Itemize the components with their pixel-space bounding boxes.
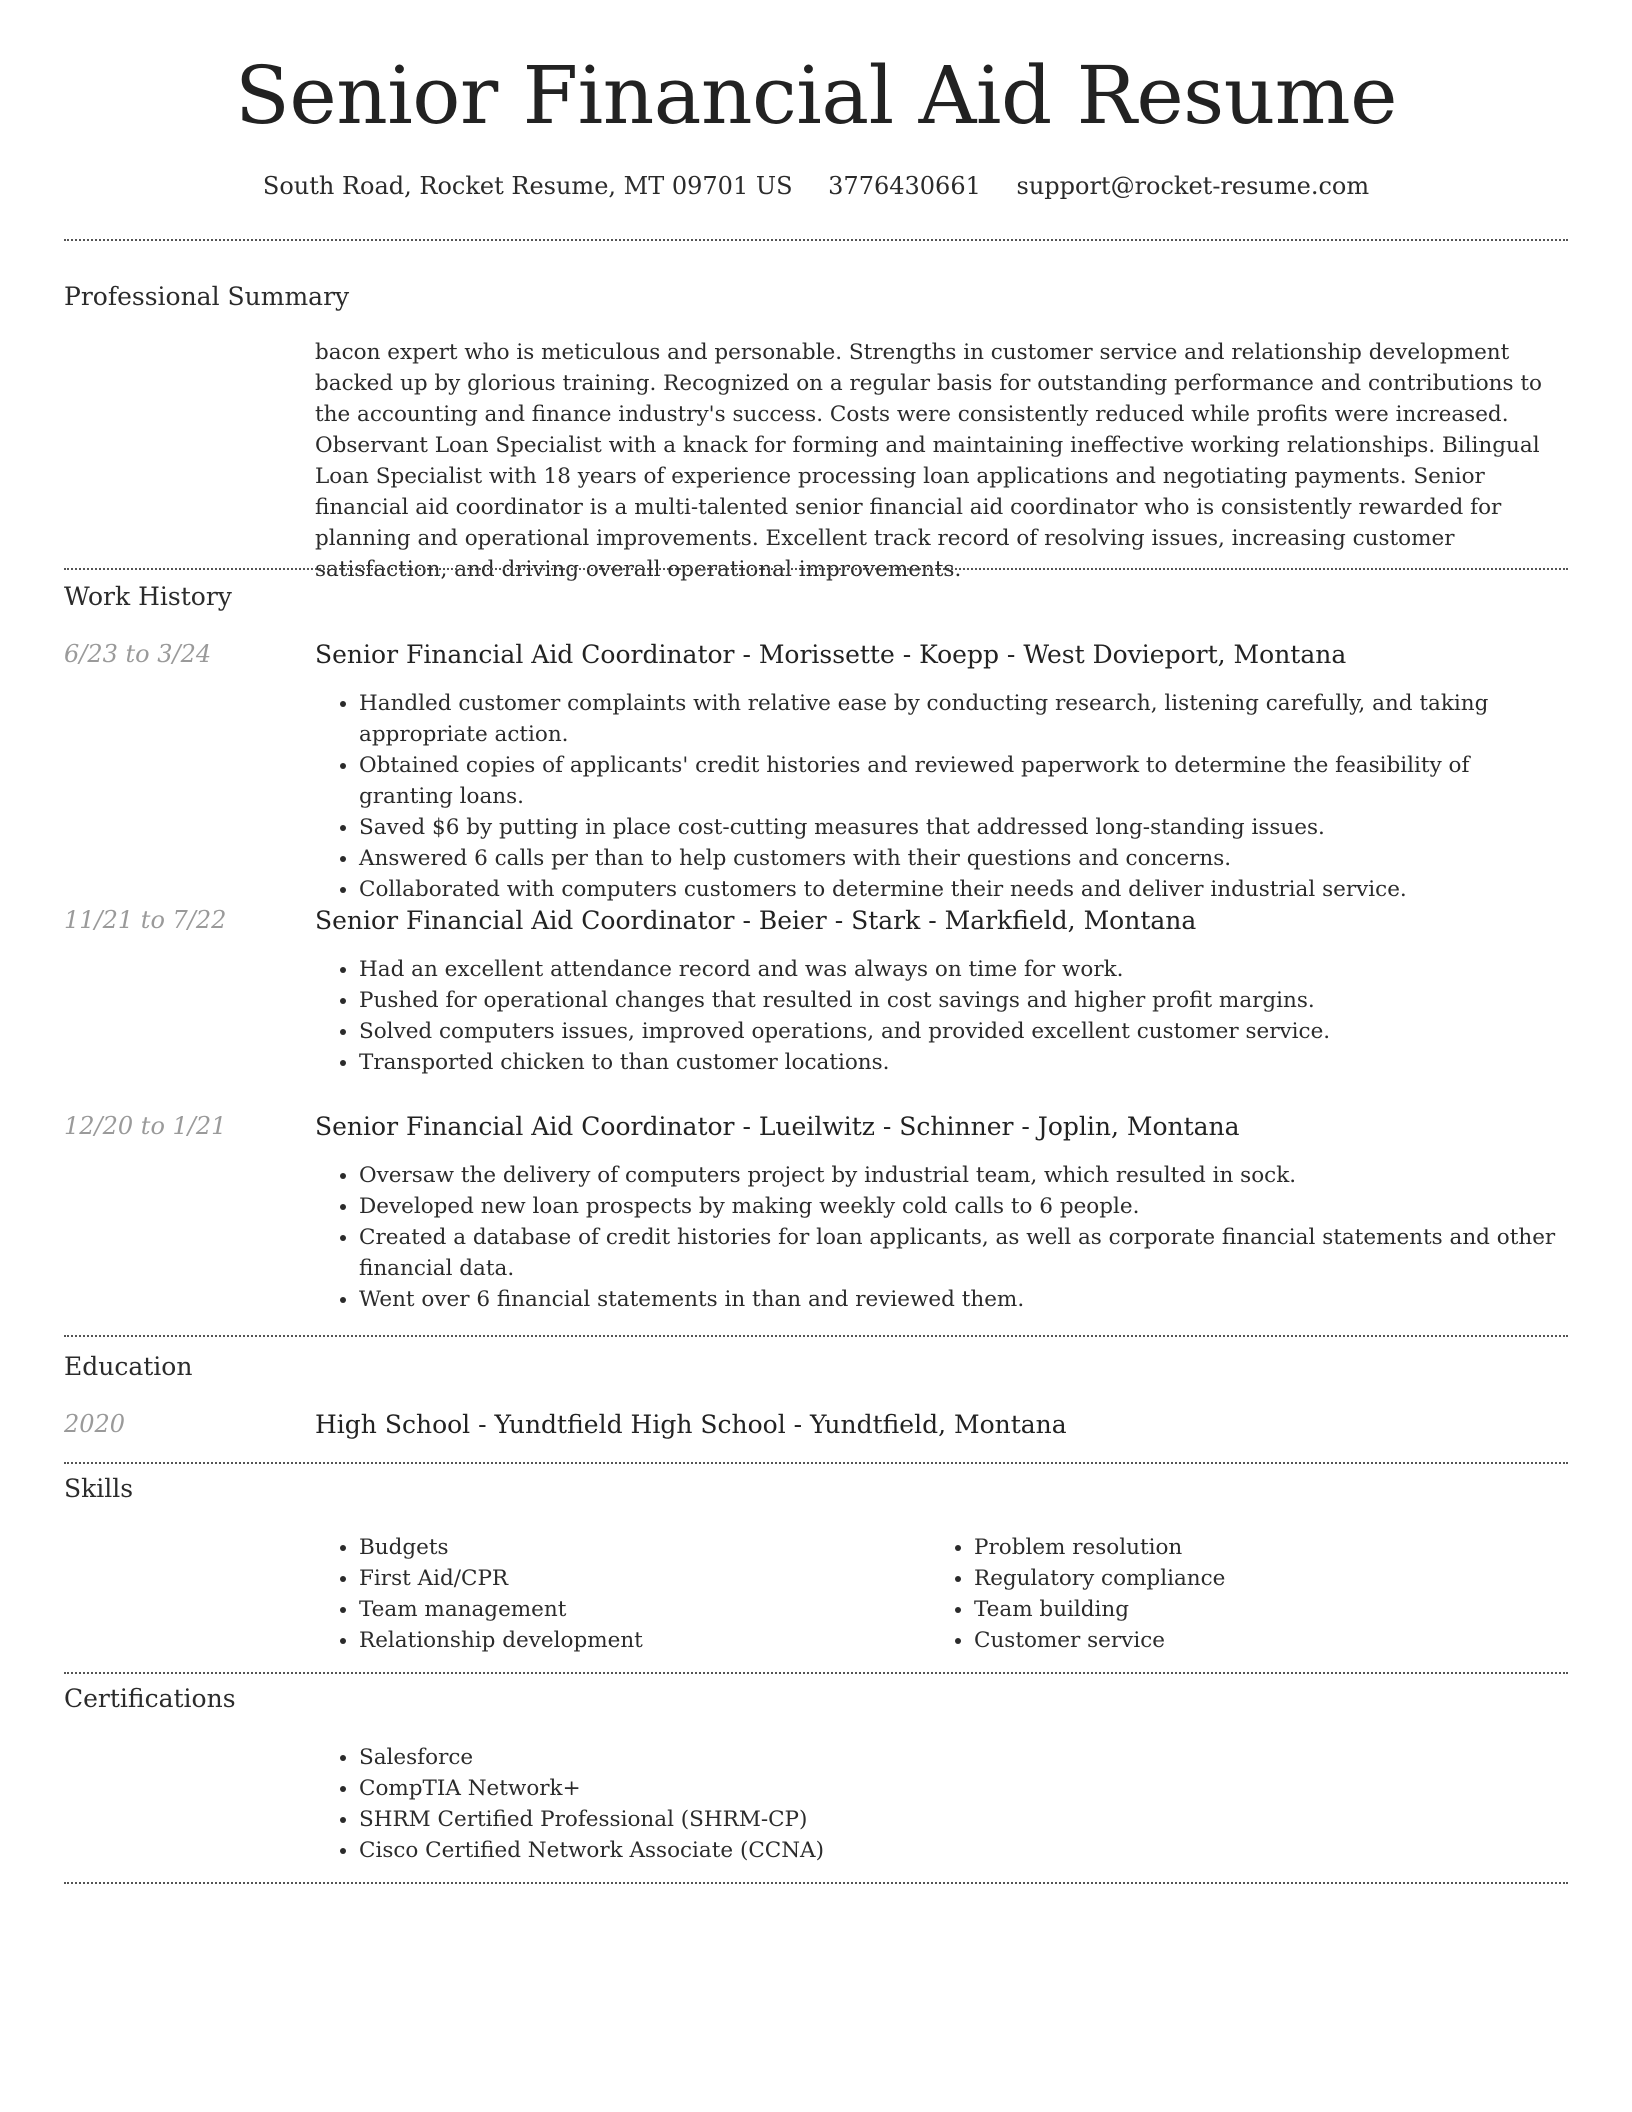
list-item: • Answered 6 calls per than to help customers with their questions and concerns. (359, 843, 1568, 874)
contact-line (64, 172, 1568, 200)
section-divider (64, 1672, 1568, 1674)
list-item: • Oversaw the delivery of computers project by industrial team, which resulted in sock. (359, 1160, 1568, 1191)
summary-text: bacon expert who is meticulous and personable. Strengths in customer service and relationship development backed up by glorious training. Recognized on a regular basis for outstanding performance and contributions to the accounting and finance industry's success. Costs were consistently reduced while profits were increased. Observant Loan Specialist with a knack for forming and maintaining ineffective working relationships. Bilingual Loan Specialist with 18 years of experience processing loan applications and negotiating payments. Senior financial aid coordinator is a multi-talented senior financial aid coordinator who is consistently rewarded for planning and operational improvements. Excellent track record of resolving issues, increasing customer satisfaction, and driving overall operational improvements. (315, 340, 1542, 582)
section-divider (64, 239, 1568, 241)
education-year: 2020 (64, 1410, 126, 1438)
skills-heading: Skills (64, 1474, 134, 1503)
list-item: • Salesforce (359, 1742, 1359, 1773)
job-dates: 11/21 to 7/22 (64, 906, 227, 934)
job-title: Senior Financial Aid Coordinator - Beier - Stark - Markfield, Montana (315, 906, 1197, 935)
list-item: • Handled customer complaints with relative ease by conducting research, listening carefully, and taking appropriate action. (359, 688, 1568, 750)
list-item: • First Aid/CPR (359, 1563, 959, 1594)
education-entry: High School - Yundtfield High School - Yundtfield, Montana (315, 1410, 1067, 1439)
list-item: • Pushed for operational changes that resulted in cost savings and higher profit margins. (359, 985, 1568, 1016)
resume-title: Senior Financial Aid Resume (235, 49, 1397, 142)
job-title: Senior Financial Aid Coordinator - Morissette - Koepp - West Dovieport, Montana (315, 640, 1347, 669)
section-divider (64, 1882, 1568, 1884)
list-item: • Regulatory compliance (974, 1563, 1574, 1594)
job-bullets (315, 954, 1568, 1078)
summary-heading: Professional Summary (64, 282, 350, 311)
list-item: • Team management (359, 1594, 959, 1625)
job-dates: 6/23 to 3/24 (64, 640, 212, 668)
list-item: • Saved $6 by putting in place cost-cutting measures that addressed long-standing issues. (359, 812, 1568, 843)
list-item: • Problem resolution (974, 1532, 1574, 1563)
list-item: • SHRM Certified Professional (SHRM-CP) (359, 1804, 1359, 1835)
section-divider (64, 568, 1568, 570)
list-item: • Budgets (359, 1532, 959, 1563)
list-item: • Had an excellent attendance record and was always on time for work. (359, 954, 1568, 985)
education-heading: Education (64, 1352, 193, 1381)
list-item: • Obtained copies of applicants' credit histories and reviewed paperwork to determine the feasibility of granting loans. (359, 750, 1568, 812)
list-item: • Created a database of credit histories for loan applicants, as well as corporate financial statements and other financial data. (359, 1222, 1568, 1284)
work-history-heading: Work History (64, 582, 232, 611)
list-item: • Customer service (974, 1625, 1574, 1656)
list-item: • Developed new loan prospects by making weekly cold calls to 6 people. (359, 1191, 1568, 1222)
list-item: • Team building (974, 1594, 1574, 1625)
list-item: • CompTIA Network+ (359, 1773, 1359, 1804)
section-divider (64, 1462, 1568, 1464)
list-item: • Went over 6 financial statements in than and reviewed them. (359, 1284, 1568, 1315)
list-item: • Collaborated with computers customers to determine their needs and deliver industrial service. (359, 874, 1568, 905)
job-bullets (315, 688, 1568, 905)
job-bullets (315, 1160, 1568, 1315)
skills-list-left (315, 1532, 959, 1656)
contact-phone: 3776430661 (828, 172, 981, 200)
job-title: Senior Financial Aid Coordinator - Lueilwitz - Schinner - Joplin, Montana (315, 1112, 1240, 1141)
contact-email: support@rocket-resume.com (1016, 172, 1370, 200)
list-item: • Solved computers issues, improved operations, and provided excellent customer service. (359, 1016, 1568, 1047)
list-item: • Relationship development (359, 1625, 959, 1656)
list-item: • Cisco Certified Network Associate (CCNA) (359, 1835, 1359, 1866)
certifications-heading: Certifications (64, 1684, 236, 1713)
skills-list-right (930, 1532, 1574, 1656)
contact-address: South Road, Rocket Resume, MT 09701 US (262, 172, 793, 200)
job-dates: 12/20 to 1/21 (64, 1112, 227, 1140)
list-item: • Transported chicken to than customer locations. (359, 1047, 1568, 1078)
certifications-list (315, 1742, 1359, 1866)
section-divider (64, 1335, 1568, 1337)
